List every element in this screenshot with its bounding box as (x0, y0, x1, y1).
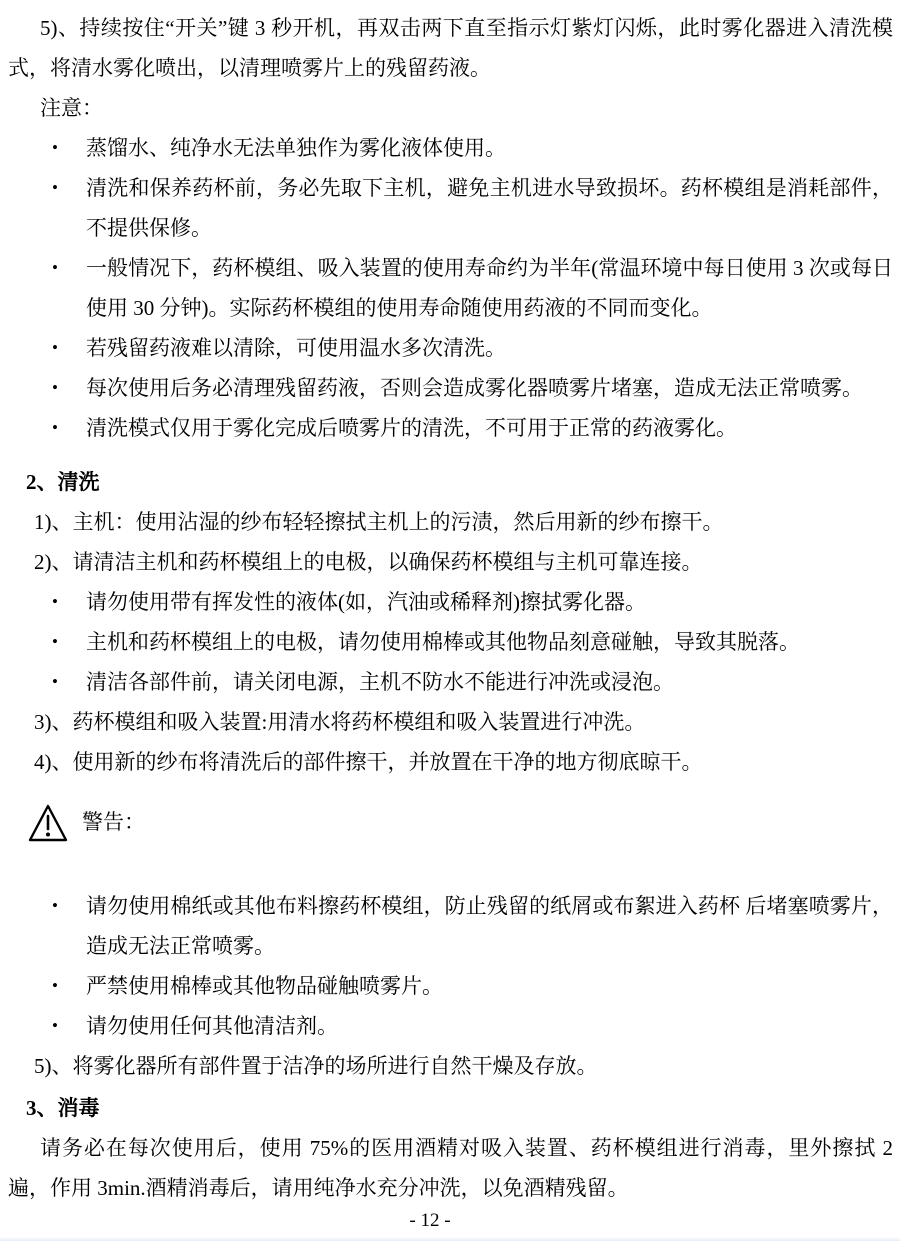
notes-label: 注意： (40, 96, 103, 120)
note-item (46, 128, 893, 168)
storage-step-5: 5)、将雾化器所有部件置于洁净的场所进行自然干燥及存放。 (34, 1054, 598, 1078)
note-item (46, 248, 893, 328)
note-text: 每次使用后务必清理残留药液，否则会造成雾化器喷雾片堵塞，造成无法正常喷雾。 (86, 376, 863, 400)
note-item (46, 168, 893, 248)
cleaning-note-item (46, 662, 893, 702)
cleaning-step-2: 2)、请清洁主机和药杯模组上的电极，以确保药杯模组与主机可靠连接。 (34, 550, 703, 574)
warning-label: 警告： (82, 810, 145, 834)
note-item (46, 368, 893, 408)
intro-step5-paragraph: 5)、持续按住“开关”键 3 秒开机，再双击两下直至指示灯紫灯闪烁，此时雾化器进入清洗模式，将清水雾化喷出，以清理喷雾片上的残留药液。 (8, 16, 893, 80)
bullet-icon: • (52, 1016, 58, 1035)
page-bottom-edge (0, 1237, 900, 1241)
warning-item (46, 966, 893, 1006)
warning-text: 请勿使用棉纸或其他布料擦药杯模组，防止残留的纸屑或布絮进入药杯 后堵塞喷雾片，造成无法正常喷雾。 (86, 894, 893, 958)
bullet-icon: • (52, 338, 58, 357)
bullet-icon: • (52, 976, 58, 995)
cleaning-step-1: 1)、主机：使用沾湿的纱布轻轻擦拭主机上的污渍，然后用新的纱布擦干。 (34, 510, 724, 534)
note-text: 清洗模式仅用于雾化完成后喷雾片的清洗，不可用于正常的药液雾化。 (86, 416, 737, 440)
bullet-icon: • (52, 672, 58, 691)
cleaning-note-text: 清洁各部件前，请关闭电源，主机不防水不能进行冲洗或浸泡。 (86, 670, 674, 694)
cleaning-note-item (46, 622, 893, 662)
bullet-icon: • (52, 632, 58, 651)
cleaning-note-text: 请勿使用带有挥发性的液体(如，汽油或稀释剂)擦拭雾化器。 (86, 590, 646, 614)
cleaning-note-item (46, 582, 893, 622)
bullet-icon: • (52, 418, 58, 437)
warning-header (26, 802, 893, 854)
bullet-icon: • (52, 592, 58, 611)
section-heading-cleaning: 2、清洗 (26, 470, 100, 494)
cleaning-note-text: 主机和药杯模组上的电极，请勿使用棉棒或其他物品刻意碰触，导致其脱落。 (86, 630, 800, 654)
note-text: 若残留药液难以清除，可使用温水多次清洗。 (86, 336, 506, 360)
warning-item (46, 1006, 893, 1046)
bullet-icon: • (52, 138, 58, 157)
bullet-icon: • (52, 258, 58, 277)
note-text: 清洗和保养药杯前，务必先取下主机，避免主机进水导致损坏。药杯模组是消耗部件，不提供保修。 (86, 176, 893, 240)
cleaning-step-4: 4)、使用新的纱布将清洗后的部件擦干，并放置在干净的地方彻底晾干。 (34, 750, 703, 774)
bullet-icon: • (52, 896, 58, 915)
warning-item (46, 886, 893, 966)
bullet-icon: • (52, 378, 58, 397)
disinfection-paragraph: 请务必在每次使用后，使用 75%的医用酒精对吸入装置、药杯模组进行消毒，里外擦拭 2 遍，作用 3min.酒精消毒后，请用纯净水充分冲洗，以免酒精残留。 (8, 1136, 893, 1200)
section-heading-disinfection: 3、消毒 (26, 1096, 100, 1120)
page-number: - 12 - (409, 1210, 451, 1231)
bullet-icon: • (52, 178, 58, 197)
note-text: 蒸馏水、纯净水无法单独作为雾化液体使用。 (86, 136, 506, 160)
note-text: 一般情况下，药杯模组、吸入装置的使用寿命约为半年(常温环境中每日使用 3 次或每日使用 30 分钟)。实际药杯模组的使用寿命随使用药液的不同而变化。 (86, 256, 893, 320)
warning-text: 请勿使用任何其他清洁剂。 (86, 1014, 338, 1038)
warning-triangle-icon (26, 802, 70, 846)
warning-text: 严禁使用棉棒或其他物品碰触喷雾片。 (86, 974, 443, 998)
cleaning-step-3: 3)、药杯模组和吸入装置:用清水将药杯模组和吸入装置进行冲洗。 (34, 710, 646, 734)
note-item (46, 328, 893, 368)
note-item (46, 408, 893, 448)
